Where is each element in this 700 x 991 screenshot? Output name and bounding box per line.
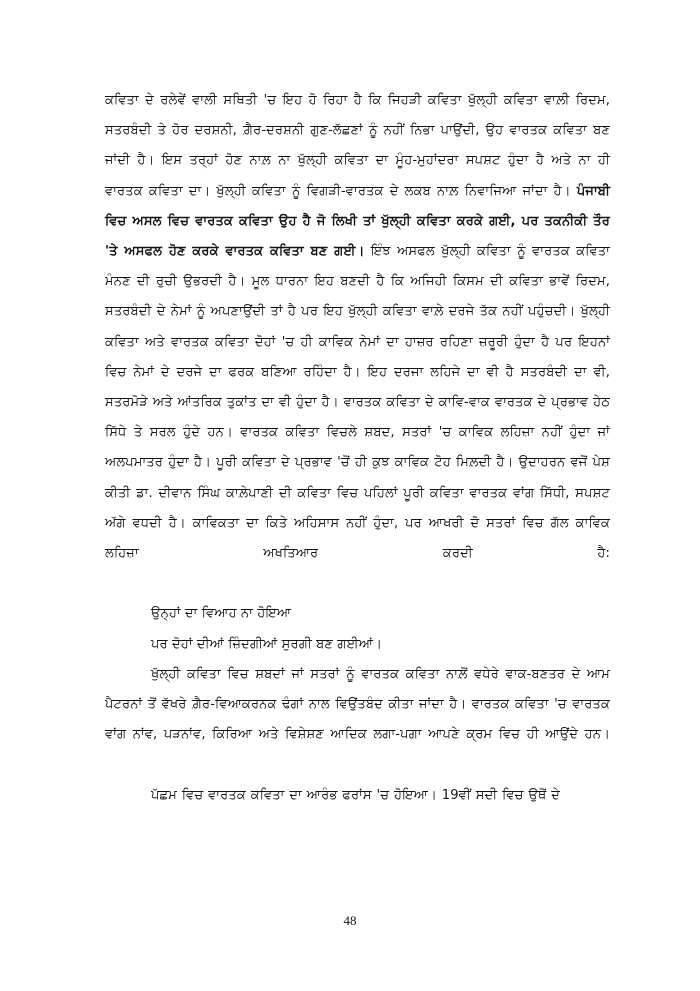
paragraph-3: ਪੱਛਮ ਵਿਚ ਵਾਰਤਕ ਕਵਿਤਾ ਦਾ ਆਰੰਭ ਫਰਾਂਸ 'ਚ ਹੋਇਆ। 19ਵੀਂ ਸਦੀ ਵਿਚ ਉਥੋਂ ਦੇ bbox=[151, 787, 561, 803]
paragraph-2: ਖੁੱਲ੍ਹੀ ਕਵਿਤਾ ਵਿਚ ਸ਼ਬਦਾਂ ਜਾਂ ਸਤਰਾਂ ਨੂੰ ਵਾਰਤਕ ਕਵਿਤਾ ਨਾਲ਼ੋਂ ਵਧੇਰੇ ਵਾਕ-ਬਣਤਰ ਦੇ ਆਮ ਪੈਟਰਨਾਂ ਤੋਂ ਵੱਖਰੇ ਗ਼ੈਰ-ਵਿਆਕਰਨਕ ਢੰਗਾਂ ਨਾਲ ਵਿਉਂਤਬੰਦ ਕੀਤਾ ਜਾਂਦਾ ਹੈ। ਵਾਰਤਕ ਕਵਿਤਾ 'ਚ ਵਾਰਤਕ ਵਾਂਗ ਨਾਂਵ, ਪੜਨਾਂਵ, ਕਿਰਿਆ ਅਤੇ ਵਿਸ਼ੇਸ਼ਣ ਆਦਿਕ ਲਗਾ-ਪਗਾ ਆਪਣੇ ਕ੍ਰਮ ਵਿਚ ਹੀ ਆਉਂਦੇ ਹਨ। bbox=[105, 666, 610, 743]
paragraph-1-part-3: ਇੰਝ ਅਸਫਲ ਖੁੱਲ੍ਹੀ ਕਵਿਤਾ ਨੂੰ ਵਾਰਤਕ ਕਵਿਤਾ ਮੰਨਣ ਦੀ ਰੁਚੀ ਉਭਰਦੀ ਹੈ। ਮੂਲ ਧਾਰਨਾ ਇਹ ਬਣਦੀ ਹੈ ਕਿ ਅਜਿਹੀ ਕਿਸਮ ਦੀ ਕਵਿਤਾ ਭਾਵੇਂ ਰਿਦਮ, ਸਤਰਬੰਦੀ ਦੇ ਨੇਮਾਂ ਨੂੰ ਅਪਣਾਉਂਦੀ ਤਾਂ ਹੈ ਪਰ ਇਹ ਖੁੱਲ੍ਹੀ ਕਵਿਤਾ ਵਾਲ਼ੇ ਦਰਜੇ ਤੱਕ ਨਹੀਂ ਪਹੁੰਚਦੀ। ਖੁੱਲ੍ਹੀ ਕਵਿਤਾ ਅਤੇ ਵਾਰਤਕ ਕਵਿਤਾ ਦੋਹਾਂ 'ਚ ਹੀ ਕਾਵਿਕ ਨੇਮਾਂ ਦਾ ਹਾਜ਼ਰ ਰਹਿਣਾ ਜ਼ਰੂਰੀ ਹੁੰਦਾ ਹੈ ਪਰ ਇਹਨਾਂ ਵਿਚ ਨੇਮਾਂ ਦੇ ਦਰਜੇ ਦਾ ਫਰਕ ਬਣਿਆ ਰਹਿੰਦਾ ਹੈ। ਇਹ ਦਰਜਾ ਲਹਿਜੇ ਦਾ ਵੀ ਹੈ ਸਤਰਬੰਦੀ ਦਾ ਵੀ, ਸਤਰਮੋੜੇ ਅਤੇ ਆਂਤਰਿਕ ਤੁਕਾਂਤ ਦਾ ਵੀ ਹੁੰਦਾ ਹੈ। ਵਾਰਤਕ ਕਵਿਤਾ ਦੇ ਕਾਵਿ-ਵਾਕ ਵਾਰਤਕ ਦੇ ਪ੍ਰਭਾਵ ਹੇਠ ਸਿੱਧੇ ਤੇ ਸਰਲ ਹੁੰਦੇ ਹਨ। ਵਾਰਤਕ ਕਵਿਤਾ ਵਿਚਲੇ ਸ਼ਬਦ, ਸਤਰਾਂ 'ਚ ਕਾਵਿਕ ਲਹਿਜ਼ਾ ਨਹੀਂ ਹੁੰਦਾ ਜਾਂ ਅਲਪਮਾਤਰ ਹੁੰਦਾ ਹੈ। ਪੂਰੀ ਕਵਿਤਾ ਦੇ ਪ੍ਰਭਾਵ 'ਚੋਂ ਹੀ ਕੁਝ ਕਾਵਿਕ ਟੋਹ ਮਿਲ਼ਦੀ ਹੈ। ਉਦਾਹਰਨ ਵਜੋਂ ਪੇਸ਼ ਕੀਤੀ ਡਾ. ਦੀਵਾਨ ਸਿੰਘ ਕਾਲ਼ੇਪਾਣੀ ਦੀ ਕਵਿਤਾ ਵਿਚ ਪਹਿਲਾਂ ਪੂਰੀ ਕਵਿਤਾ ਵਾਰਤਕ ਵਾਂਗ ਸਿੱਧੀ, ਸਪਸ਼ਟ ਅੱਗੇ ਵਧਦੀ ਹੈ। ਕਾਵਿਕਤਾ ਦਾ ਕਿਤੇ ਅਹਿਸਾਸ ਨਹੀਂ ਹੁੰਦਾ, ਪਰ ਆਖਰੀ ਦੋ ਸਤਰਾਂ ਵਿਚ ਗੱਲ ਕਾਵਿਕ ਲਹਿਜ਼ਾ ਅਖਤਿਆਰ ਕਰਦੀ ਹੈ: bbox=[105, 244, 610, 562]
page-text-body bbox=[105, 86, 610, 811]
paragraph-1 bbox=[105, 86, 610, 599]
paragraph-1-bold-emphasis: ਪੰਜਾਬੀ ਵਿਚ ਅਸਲ ਵਿਚ ਵਾਰਤਕ ਕਵਿਤਾ ਉਹ ਹੈ ਜੋ ਲਿਖੀ ਤਾਂ ਖੁੱਲ੍ਹੀ ਕਵਿਤਾ ਕਰਕੇ ਗਈ, ਪਰ ਤਕਨੀਕੀ ਤੌਰ 'ਤੇ ਅਸਫਲ ਹੋਣ ਕਰਕੇ ਵਾਰਤਕ ਕਵਿਤਾ ਬਣ ਗਈ। bbox=[105, 183, 610, 260]
paragraph-1-part-1: ਕਵਿਤਾ ਦੇ ਰਲੇਵੇਂ ਵਾਲੀ ਸਥਿਤੀ 'ਚ ਇਹ ਹੋ ਰਿਹਾ ਹੈ ਕਿ ਜਿਹੜੀ ਕਵਿਤਾ ਖੁੱਲ੍ਹੀ ਕਵਿਤਾ ਵਾਲ਼ੀ ਰਿਦਮ, ਸਤਰਬੰਦੀ ਤੇ ਹੋਰ ਦਰਸ਼ਨੀ, ਗ਼ੈਰ-ਦਰਸ਼ਨੀ ਗੁਣ-ਲੱਛਣਾਂ ਨੂੰ ਨਹੀਂ ਨਿਭਾ ਪਾਉਂਦੀ, ਉਹ ਵਾਰਤਕ ਕਵਿਤਾ ਬਣ ਜਾਂਦੀ ਹੈ। ਇਸ ਤਰ੍ਹਾਂ ਹੋਣ ਨਾਲ਼ ਨਾ ਖੁੱਲ੍ਹੀ ਕਵਿਤਾ ਦਾ ਮੂੰਹ-ਮੁਹਾਂਦਰਾ ਸਪਸ਼ਟ ਹੁੰਦਾ ਹੈ ਅਤੇ ਨਾ ਹੀ ਵਾਰਤਕ ਕਵਿਤਾ ਦਾ। ਖੁੱਲ੍ਹੀ ਕਵਿਤਾ ਨੂੰ ਵਿਗੜੀ-ਵਾਰਤਕ ਦੇ ਲਕਬ ਨਾਲ਼ ਨਿਵਾਜਿਆ ਜਾਂਦਾ ਹੈ। bbox=[105, 93, 610, 199]
verse-line-2: ਪਰ ਦੋਹਾਂ ਦੀਆਂ ਜ਼ਿੰਦਗੀਆਂ ਸੁਰਗੀ ਬਣ ਗਈਆਂ। bbox=[151, 636, 383, 652]
page-number: 48 bbox=[343, 913, 357, 928]
verse-line-1: ਉਨ੍ਹਾਂ ਦਾ ਵਿਆਹ ਨਾ ਹੋਇਆ bbox=[151, 606, 292, 622]
